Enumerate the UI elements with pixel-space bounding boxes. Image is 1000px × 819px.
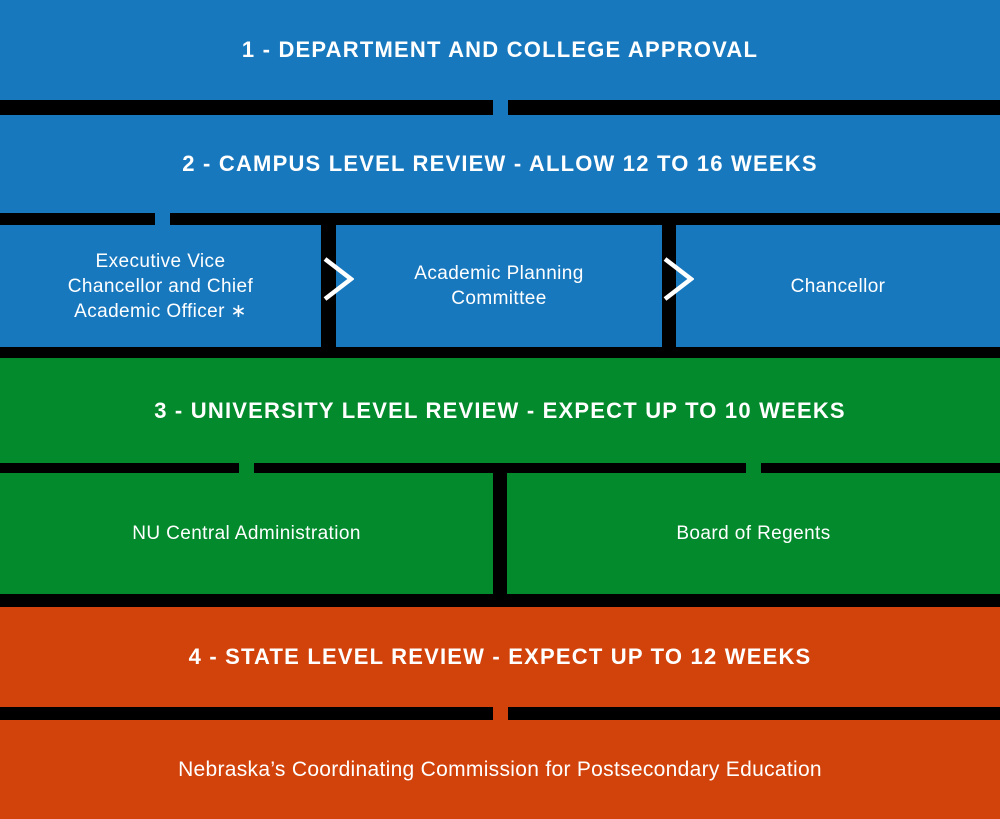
- stage-4-band: [0, 607, 1000, 707]
- node-executive-vice-chancellor-label: Executive Vice Chancellor and Chief Academic Officer ∗: [67, 250, 254, 322]
- node-chancellor-label: Chancellor: [790, 275, 886, 297]
- node-nu-central-administration-label: NU Central Administration: [132, 523, 361, 544]
- node-executive-vice-chancellor: [0, 225, 321, 347]
- stage-2-label: 2 - CAMPUS LEVEL REVIEW - ALLOW 12 TO 16 WEEKS: [182, 151, 818, 176]
- stage-4-label: 4 - STATE LEVEL REVIEW - EXPECT UP TO 12 WEEKS: [188, 644, 812, 669]
- connector-stage4-to-commission: [493, 706, 508, 721]
- stage-1-band: [0, 0, 1000, 100]
- arrow-right-icon: [662, 255, 694, 303]
- node-nu-central-administration: [0, 473, 493, 594]
- connector-stage1-to-stage2: [493, 98, 508, 116]
- node-chancellor: [676, 225, 1000, 347]
- node-board-of-regents: [507, 473, 1000, 594]
- node-board-of-regents-label: Board of Regents: [676, 523, 831, 544]
- stage-3-band: [0, 358, 1000, 463]
- node-coordinating-commission-label: Nebraska’s Coordinating Commission for Postsecondary Education: [178, 757, 822, 781]
- stage-1-label: 1 - DEPARTMENT AND COLLEGE APPROVAL: [241, 37, 759, 62]
- stage-2-band: [0, 115, 1000, 213]
- arrow-right-icon: [322, 255, 354, 303]
- node-coordinating-commission: [0, 720, 1000, 819]
- stage-3-label: 3 - UNIVERSITY LEVEL REVIEW - EXPECT UP TO 10 WEEKS: [154, 397, 846, 423]
- node-academic-planning-committee: [336, 225, 662, 347]
- node-academic-planning-committee-label: Academic Planning Committee: [414, 263, 584, 309]
- connector-stage2-to-evc: [155, 212, 170, 226]
